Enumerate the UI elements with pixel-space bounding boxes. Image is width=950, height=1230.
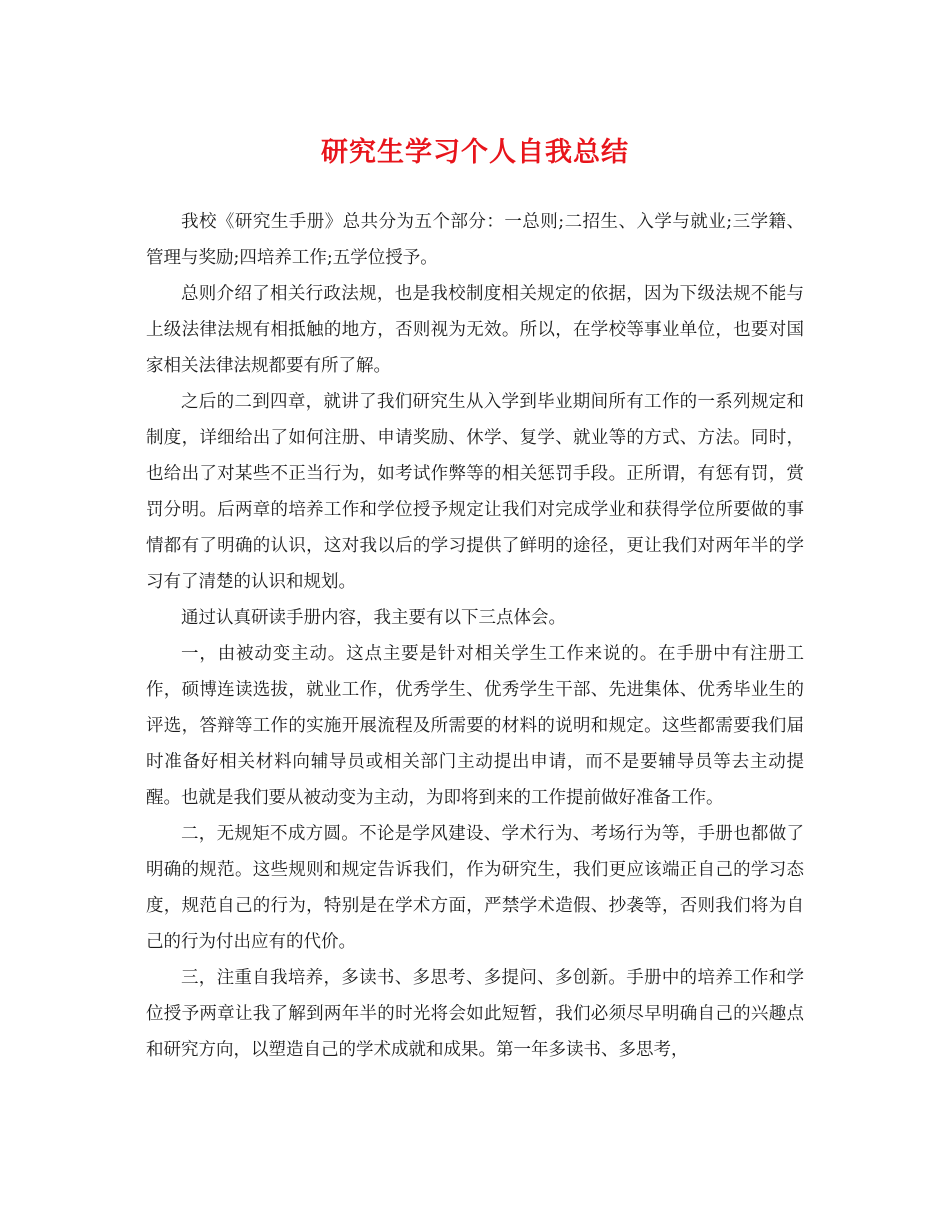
paragraph-1: 我校《研究生手册》总共分为五个部分：一总则;二招生、入学与就业;三学籍、管理与奖励;四培养工作;五学位授予。 bbox=[146, 212, 804, 268]
paragraph-7: 三，注重自我培养，多读书、多思考、多提问、多创新。手册中的培养工作和学位授予两章让我了解到两年半的时光将会如此短暂，我们必须尽早明确自己的兴趣点和研究方向，以塑造自己的学术成就和成果。第一年多读书、多思考， bbox=[146, 968, 804, 1060]
paragraph-5: 一，由被动变主动。这点主要是针对相关学生工作来说的。在手册中有注册工作，硕博连读选拔，就业工作，优秀学生、优秀学生干部、先进集体、优秀毕业生的评选，答辩等工作的实施开展流程及所需要的材料的说明和规定。这些都需要我们届时准备好相关材料向辅导员或相关部门主动提出申请，而不是要辅导员等去主动提醒。也就是我们要从被动变为主动，为即将到来的工作提前做好准备工作。 bbox=[146, 644, 804, 808]
paragraph-6: 二，无规矩不成方圆。不论是学风建设、学术行为、考场行为等，手册也都做了明确的规范。这些规则和规定告诉我们，作为研究生，我们更应该端正自己的学习态度，规范自己的行为，特别是在学术方面，严禁学术造假、抄袭等，否则我们将为自己的行为付出应有的代价。 bbox=[146, 824, 804, 952]
paragraph-3: 之后的二到四章，就讲了我们研究生从入学到毕业期间所有工作的一系列规定和制度，详细给出了如何注册、申请奖励、休学、复学、就业等的方式、方法。同时，也给出了对某些不正当行为，如考试作弊等的相关惩罚手段。正所谓，有惩有罚，赏罚分明。后两章的培养工作和学位授予规定让我们对完成学业和获得学位所要做的事情都有了明确的认识，这对我以后的学习提供了鲜明的途径，更让我们对两年半的学习有了清楚的认识和规划。 bbox=[146, 392, 804, 592]
paragraph-4: 通过认真研读手册内容，我主要有以下三点体会。 bbox=[181, 608, 566, 628]
paragraph-2: 总则介绍了相关行政法规，也是我校制度相关规定的依据，因为下级法规不能与上级法律法规有相抵触的地方，否则视为无效。所以，在学校等事业单位，也要对国家相关法律法规都要有所了解。 bbox=[146, 284, 804, 376]
document-title: 研究生学习个人自我总结 bbox=[321, 137, 629, 168]
